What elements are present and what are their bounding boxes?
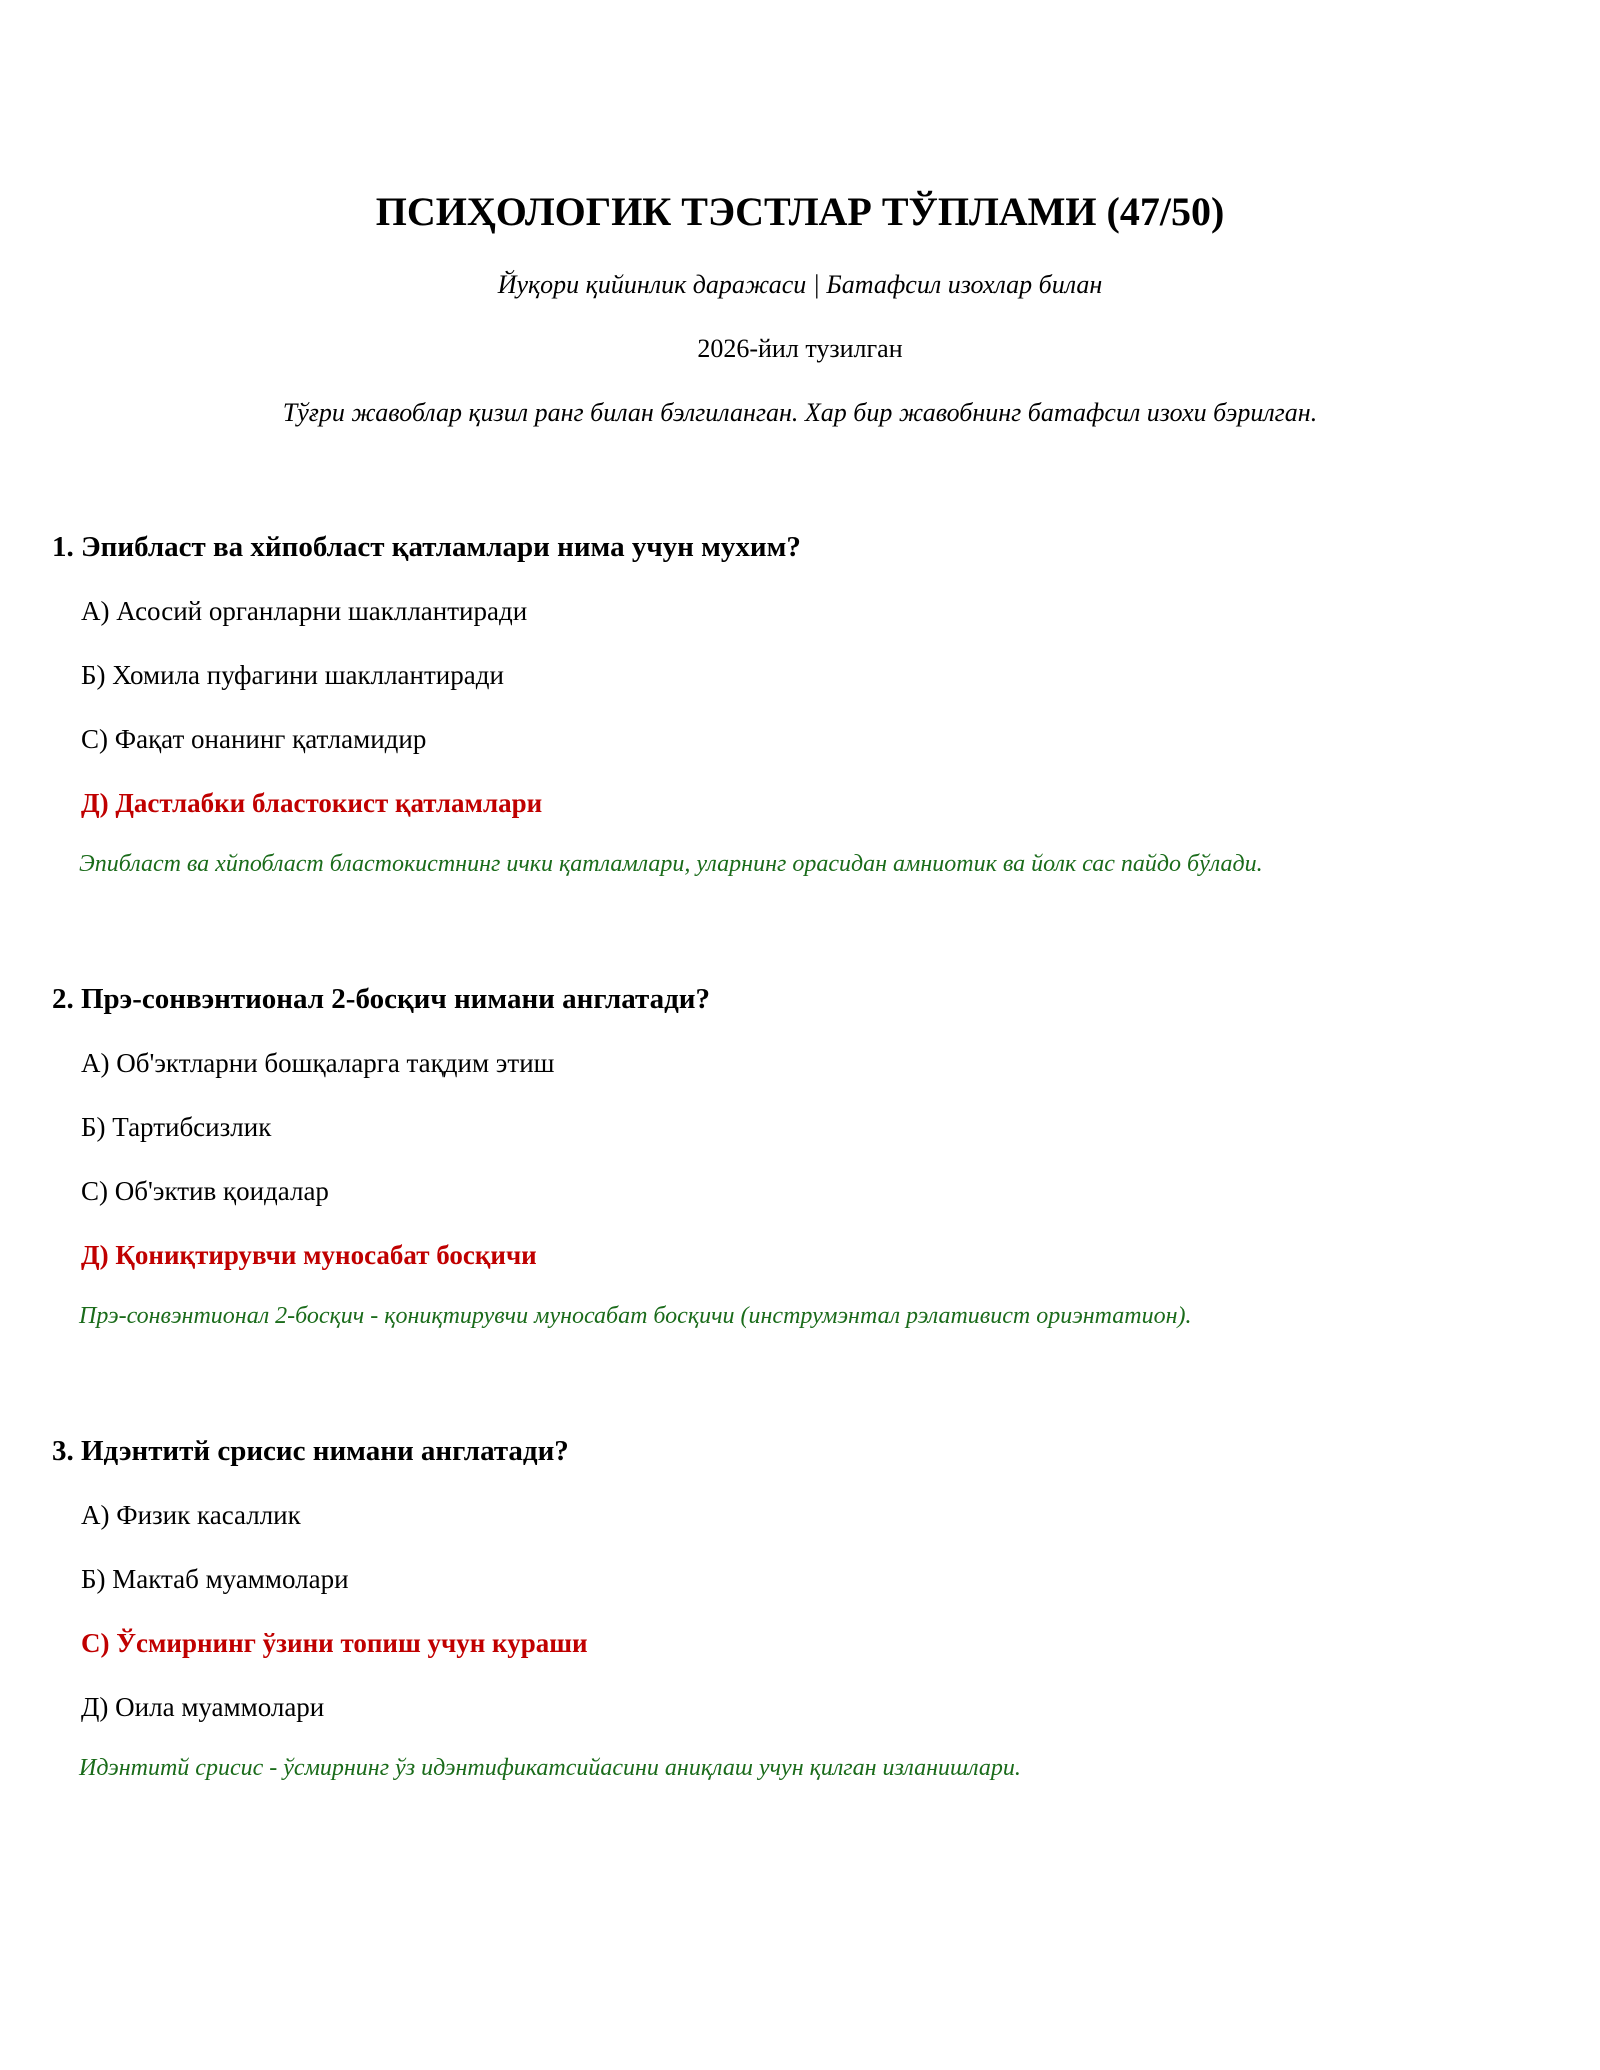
answer-explanation: Эпибласт ва хйпобласт бластокистнинг ички қатламлари, уларнинг орасидан амниотик ва йолк сас пайдо бўлади. (79, 851, 1263, 877)
question-text: 3. Идэнтитй срисис нимани англатади? (52, 1435, 569, 1467)
answer-option: Д) Оила муаммолари (81, 1692, 325, 1722)
answer-option: С) Об'эктив қоидалар (81, 1176, 329, 1206)
compilation-year: 2026-йил тузилган (697, 334, 903, 363)
answer-option: С) Фақат онанинг қатламидир (81, 724, 427, 754)
answer-option: Б) Хомила пуфагини шакллантиради (81, 660, 504, 690)
page-subtitle: Йуқори қийинлик даражаси | Батафсил изохлар билан (497, 270, 1103, 299)
correct-answer-option: Д) Қониқтирувчи муносабат босқичи (81, 1240, 537, 1270)
question-text: 1. Эпибласт ва хйпобласт қатламлари нима учун мухим? (52, 531, 801, 563)
answer-option: А) Физик касаллик (81, 1500, 301, 1530)
question-block (52, 981, 1552, 1332)
correct-answer-option: С) Ўсмирнинг ўзини топиш учун кураши (81, 1628, 588, 1658)
answer-option: Б) Тартибсизлик (81, 1112, 272, 1142)
instructions-note: Тўғри жавоблар қизил ранг билан бэлгиланган. Хар бир жавобнинг батафсил изохи бэрилган. (282, 398, 1318, 427)
page-title: ПСИҲОЛОГИК ТЭСТЛАР ТЎПЛАМИ (47/50) (375, 189, 1225, 234)
answer-explanation: Прэ-сонвэнтионал 2-босқич - қониқтирувчи муносабат босқичи (инструмэнтал рэлативист ориэнтатион). (79, 1303, 1192, 1329)
answer-option: Б) Мактаб муаммолари (81, 1564, 349, 1594)
correct-answer-option: Д) Дастлабки бластокист қатламлари (81, 788, 543, 818)
question-text: 2. Прэ-сонвэнтионал 2-босқич нимани англатади? (52, 983, 711, 1015)
answer-explanation: Идэнтитй срисис - ўсмирнинг ўз идэнтификатсийасини аниқлаш учун қилган изланишлари. (79, 1755, 1021, 1781)
answer-option: А) Асосий органларни шакллантиради (81, 596, 528, 626)
question-block (52, 1433, 1552, 1784)
question-block (52, 529, 1552, 880)
answer-option: А) Об'эктларни бошқаларга тақдим этиш (81, 1048, 555, 1078)
